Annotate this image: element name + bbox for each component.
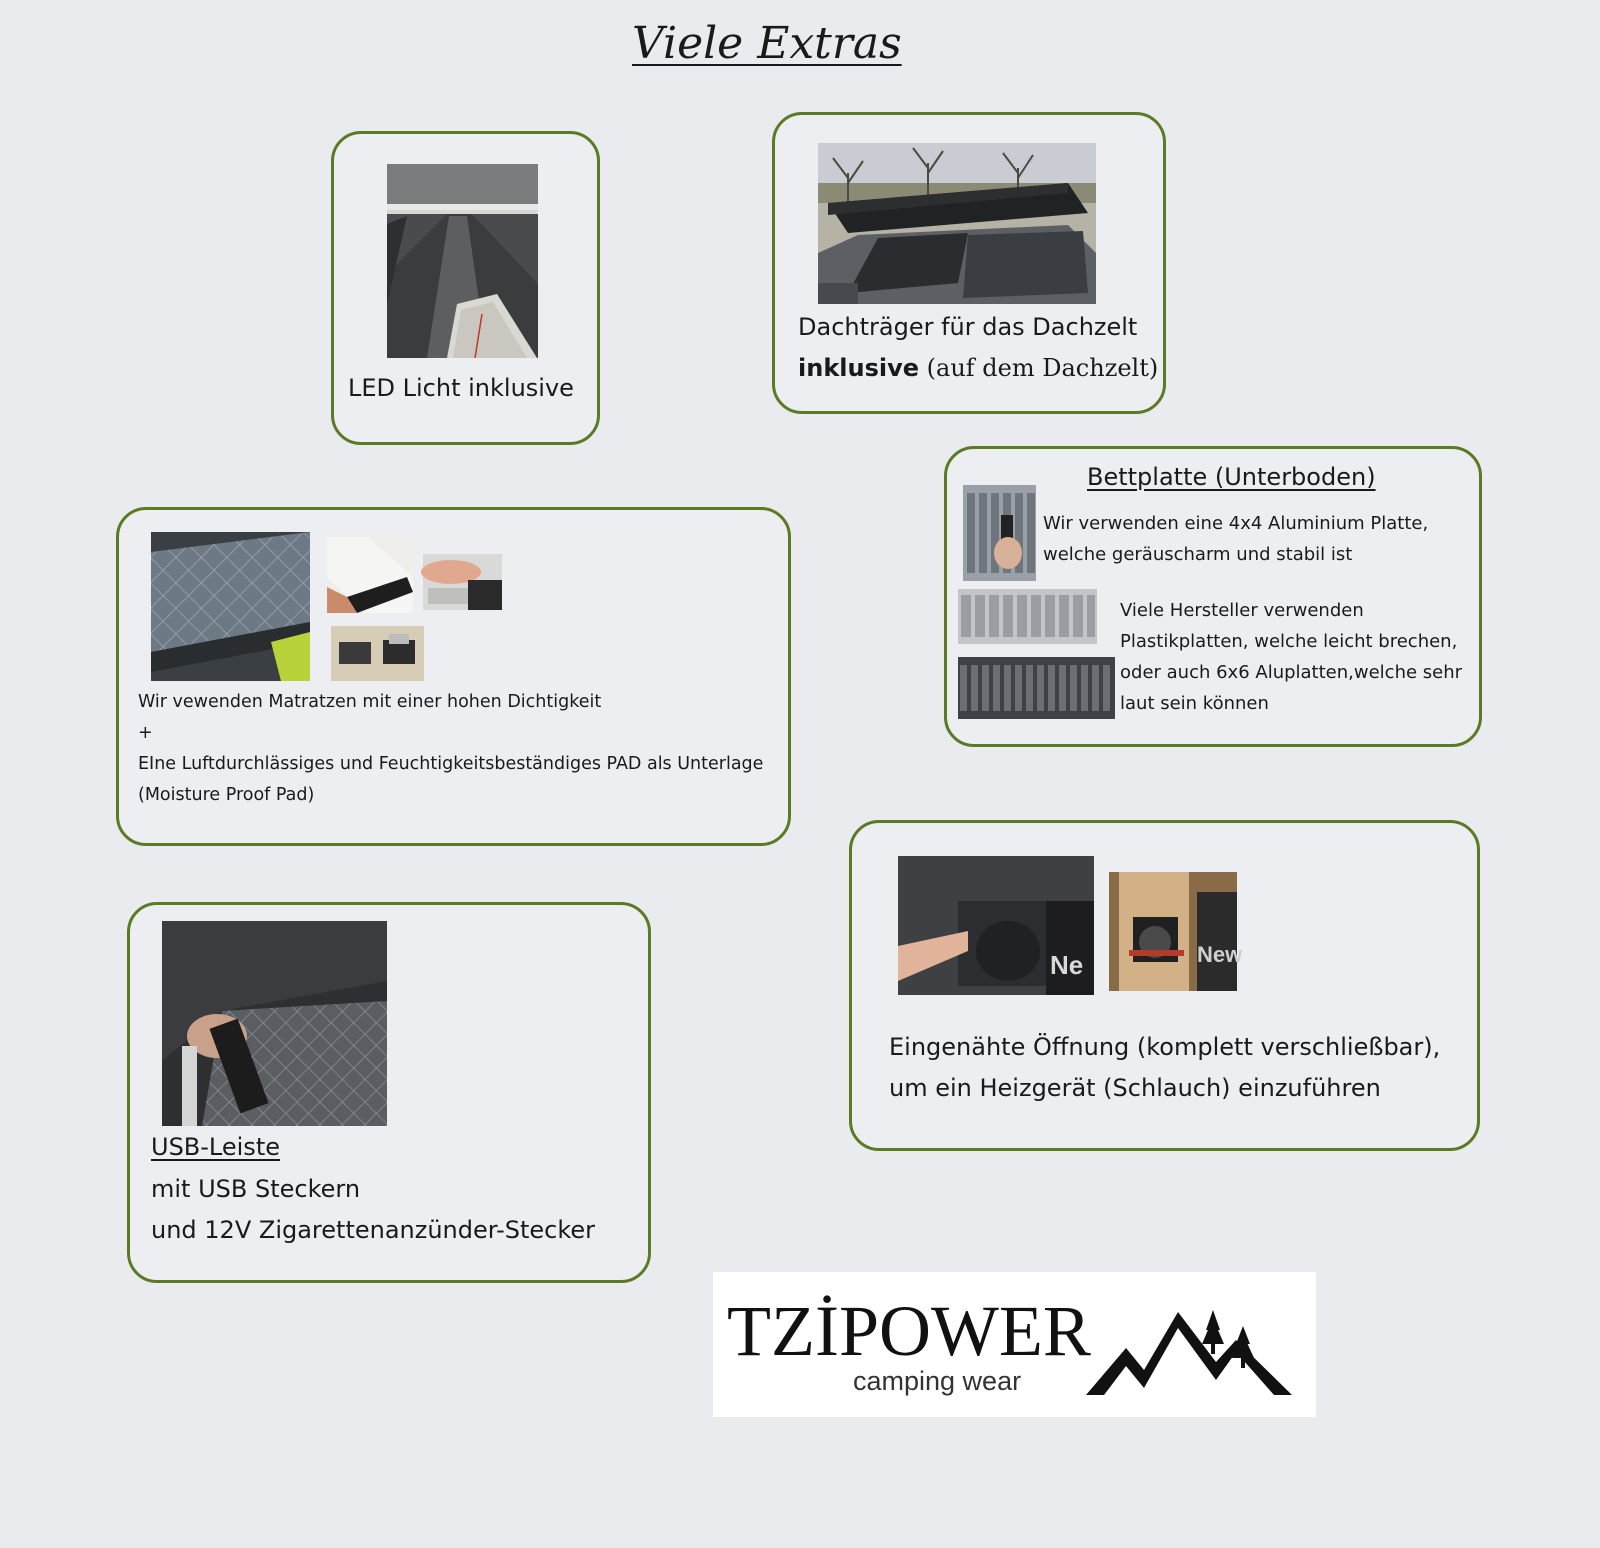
heater-opening-card: [849, 820, 1480, 1151]
roof-rack-caption-line2: [798, 354, 1158, 382]
bed-plate-text-line1: Wir verwenden eine 4x4 Aluminium Platte,: [1043, 513, 1429, 534]
svg-text:New: New: [1197, 942, 1243, 967]
mattress-card: [116, 507, 791, 846]
roof-rack-photo: [818, 143, 1096, 304]
usb-strip-photo: [162, 921, 387, 1126]
brand-tagline: camping wear: [853, 1366, 1022, 1396]
mountain-icon: [1086, 1300, 1292, 1398]
heater-text-line1: Eingenähte Öffnung (komplett verschließbar),: [889, 1033, 1441, 1061]
bed-plate-heading: Bettplatte (Unterboden): [1087, 463, 1376, 491]
mattress-text-line1: Wir vewenden Matratzen mit einer hohen Dichtigkeit: [138, 692, 602, 712]
heater-text-line2: um ein Heizgerät (Schlauch) einzuführen: [889, 1074, 1381, 1102]
led-light-card: [331, 131, 600, 445]
bed-plate-card: [944, 446, 1482, 747]
brand-name: TZİPOWER: [727, 1291, 1091, 1371]
bed-plate-text-line4: Plastikplatten, welche leicht brechen,: [1120, 631, 1458, 652]
roof-rack-inklusive: inklusive: [798, 354, 920, 382]
svg-text:Ne: Ne: [1050, 950, 1084, 980]
pad-box-photo: [331, 626, 424, 681]
pad-sample-photo: [327, 537, 413, 613]
plastic-plate-photo: [958, 589, 1097, 644]
led-caption: LED Licht inklusive: [348, 374, 574, 402]
bed-plate-text-line5: oder auch 6x6 Aluplatten,welche sehr: [1120, 662, 1463, 683]
mattress-text-line4: (Moisture Proof Pad): [138, 785, 315, 805]
usb-text-line1: mit USB Steckern: [151, 1175, 361, 1203]
aluminium-plate-photo: [963, 485, 1036, 581]
alu-6x6-photo: [958, 657, 1115, 719]
led-tent-photo: [387, 164, 538, 358]
pad-closeup-photo: [423, 554, 502, 610]
mattress-text-line3: EIne Luftdurchlässiges und Feuchtigkeitsbeständiges PAD als Unterlage: [138, 754, 764, 774]
heater-opening-photo: [898, 856, 1094, 995]
bed-plate-text-line3: Viele Hersteller verwenden: [1120, 600, 1364, 621]
bed-plate-text-line2: welche geräuscharm und stabil ist: [1043, 544, 1353, 565]
roof-rack-card: [772, 112, 1166, 414]
usb-heading: USB-Leiste: [151, 1133, 280, 1161]
heater-box-photo: [1109, 872, 1243, 991]
usb-text-line2: und 12V Zigarettenanzünder-Stecker: [151, 1216, 596, 1244]
brand-logo: [713, 1272, 1316, 1417]
mattress-photo: [151, 532, 310, 681]
mattress-text-line2: +: [138, 723, 153, 743]
bed-plate-text-line6: laut sein können: [1120, 693, 1269, 714]
page-title: Viele Extras: [632, 18, 902, 69]
roof-rack-caption-line1: Dachträger für das Dachzelt: [798, 313, 1138, 341]
roof-rack-note: (auf dem Dachzelt): [919, 354, 1159, 382]
usb-card: [127, 902, 651, 1283]
